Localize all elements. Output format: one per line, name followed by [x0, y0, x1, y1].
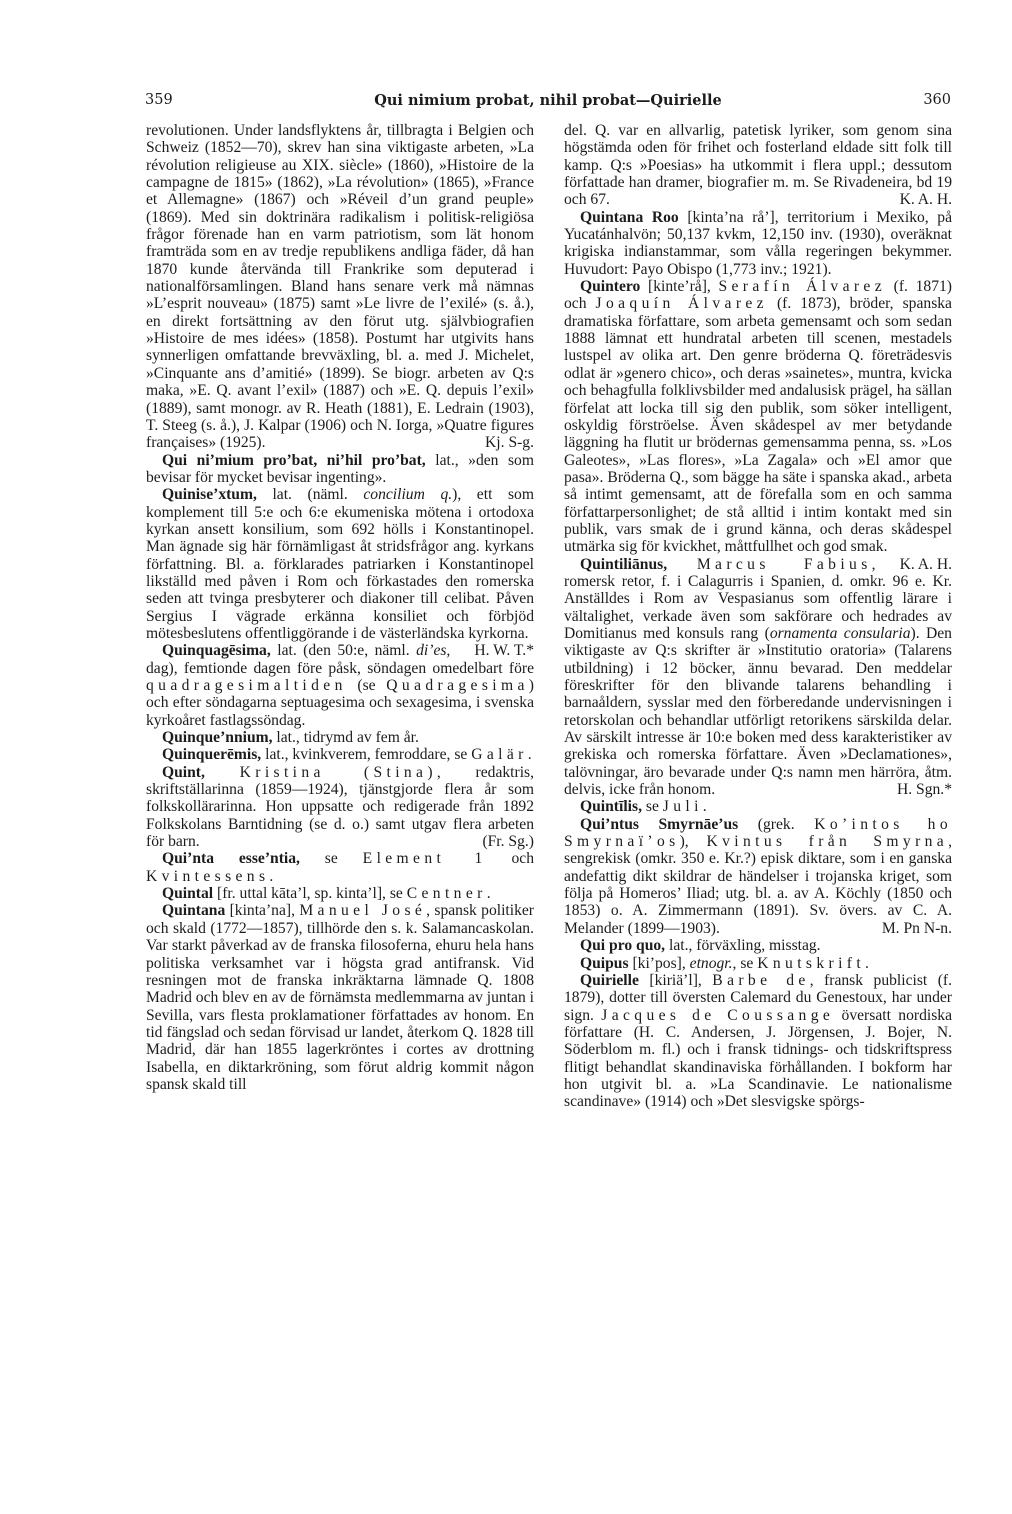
entry-quinqueremis: Quinquerēmis, lat., kvinkverem, femroddare, se Galär.: [162, 746, 532, 764]
entry-quintero: Quintero [kinte’rå], Serafín Álvarez (f. 1871) och Joaquín Álvarez (f. 1873), bröder, spanska dramatiska författare, som arbeta gemensamt och som sedan 1888 lämnat ett hundratal arbeten till scenen, mestadels lustspel av olika art. Den genre bröderna Q. företrädesvis odlat är »genero chico», och deras »sainetes», muntra, kvicka och behagfulla folklivsbilder med andalusisk prägel, ha sällan förfelat att locka till sig den publik, som söker intelligent, oskyldig förströelse. Även skådespel av mer betydande läggning ha flutit ur brödernas gemensamma penna, ss. »Los Galeotes», »Las flores», »La Zagala» och »El amor que pasa». Bröderna Q., som bägge ha säte i spanska akad., arbeta så intimt gemensamt, att de förefalla som en och samma författarpersonlighet; de stå alltid i intim kontakt med sin publik, vars smak de i grund känna, och deras skådespel utmärka sig för kvickhet, måttfullhet och god smak. K. A. H.: [564, 278, 952, 573]
author-signature: M. Pn N-n.: [881, 919, 952, 937]
entry-headword: Quirielle: [580, 971, 639, 989]
entry-quintal: Quintal [fr. uttal kāta’l, sp. kinta’l], se Centner.: [162, 885, 491, 903]
running-head: Qui nimium probat, nihil probat—Quirielle: [374, 92, 722, 109]
entry-headword: Quipus: [580, 954, 629, 972]
entry-headword: Quintal: [162, 885, 214, 903]
entry-headword: Qui’nta esse’ntia,: [162, 850, 300, 868]
entry-quinisextum: Quinise’xtum, lat. (näml. concilium q.), ett som komplement till 5:e och 6:e ekumeniska mötena i ortodoxa kyrkan ansett konsilium, som 692 hölls i Konstantinopel. Man ägnade sig här förnämligast åt stridsfrågor ang. kyrkans författning. Bl. a. förklarades patriarken i Konstantinopel likställd med påven i Rom och förkastades den romerska seden att tvinga presbyterer och diakoner till celibat. Påven Sergius I vägrade erkänna konsiliet och förbjöd mötesbeslutens offentliggörande i de västerländska kyrkorna. H. W. T.*: [146, 486, 534, 660]
entry-headword: Quinise’xtum,: [162, 486, 257, 504]
page-number-right: 360: [923, 92, 951, 108]
entry-headword: Quinquagēsima,: [162, 642, 271, 660]
author-signature: Kj. S-g.: [485, 434, 534, 452]
entry-headword: Quint,: [162, 763, 205, 781]
entry-headword: Quintana: [162, 902, 226, 920]
entry-quinta-essentia: Qui’nta esse’ntia, se Element 1 och Kvintessens.: [146, 850, 534, 885]
entry-quirielle: Quirielle [kiriä’l], Barbe de, fransk publicist (f. 1879), dotter till översten Calemard du Genestoux, har under sign. Jacques de Coussange översatt nordiska författare (H. C. Andersen, J. Jörgensen, J. Bojer, N. Söderblom m. fl.) och i fransk tidnings- och tidskriftspress flitigt behandlat skandinaviska förhållanden. I bokform har hon utgivit bl. a. »La Scandinavie. Le nationalisme scandinave» (1914) och »Det slesvigske spörgs-: [564, 971, 953, 1111]
entry-headword: Quintero: [580, 278, 641, 296]
author-signature: H. W. T.*: [474, 642, 534, 660]
entry-qui-pro-quo: Qui pro quo, lat., förväxling, misstag.: [580, 937, 821, 955]
entry-headword: Quintīlis,: [580, 798, 642, 816]
entry-quint: Quint, Kristina (Stina), redaktris, skriftställarinna (1859—1924), tjänstgjorde flera år som folkskollärarinna. Hon uppsatte och redigerade från 1892 Folkskolans Barntidning (se d. o.) samt utgav flera arbeten för barn. (Fr. Sg.): [146, 763, 534, 851]
entry-headword: Quinque’nnium,: [162, 729, 273, 747]
entry-headword: Qui pro quo,: [580, 937, 666, 955]
entry-quinet-continuation: revolutionen. Under landsflyktens år, tillbragta i Belgien och Schweiz (1852—70), skrev han sina viktigaste arbeten, »La révolution religieuse au XIX. siècle» (1860), »Histoire de la campagne de 1815» (1862), »La révolution» (1865), »France et Allemagne» (1867) och »Réveil d’un grand peuple» (1869). Med sin doktrinära radikalism i politisk-religiösa frågor förenade han en varm patriotism, som lät honom framträda som en av tredje republikens andliga fäder, då han 1870 kunde återvända till Frankrike som deputerad i nationalförsamlingen. Bland hans senare verk må nämnas »L’esprit nouveau» (1875) samt »Le livre de l’exilé» (s. å.), en direkt fortsättning av den förut utg. självbiografien »Histoire de mes idées» (1858). Postumt har utgivits hans synnerligen omfattande brevväxling, bl. a. med J. Michelet, »Cinquante ans d’amitié» (1899). Se biogr. arbeten av Q:s maka, »E. Q. avant l’exil» (1887) och »E. Q. depuis l’exil» (1889), samt monogr. av R. Heath (1881), E. Ledrain (1903), T. Steeg (s. å.), J. Kalpar (1906) och N. Iorga, »Quatre figures françaises» (1925). Kj. S-g.: [146, 122, 534, 452]
entry-quinquennium: Quinque’nnium, lat., tidrymd av fem år.: [162, 729, 419, 747]
page-header: [145, 92, 951, 114]
author-signature: K. A. H.: [899, 555, 952, 573]
entry-quinquagesima: Quinquagēsima, lat. (den 50:e, näml. di’es, dag), femtionde dagen före påsk, söndagen omedelbart före quadragesimaltiden (se Quadragesima) och efter söndagarna septuagesima och sexagesima, i svenska kyrkoåret fastlagssöndag.: [146, 642, 534, 729]
entry-quintana: Quintana [kinta’na], Manuel José, spansk politiker och skald (1772—1857), tillhörde den s. k. Salamancaskolan. Var starkt påverkad av de franska filosoferna, ehuru hela hans politiska verksamhet var i högsta grad antifransk. Vid resningen mot de franska inkräktarna lämnade Q. 1808 Madrid och blev en av de förnämsta medlemmarna av juntan i Sevilla, vars flesta proklamationer författades av honom. En tid fängslad och sedan förvisad ur landet, återkom Q. 1828 till Madrid, där han 1855 lagerkröntes i cortes av drottning Isabella, en diktarkröning, som förut aldrig kommit någon spansk skald till: [146, 902, 534, 1093]
entry-quintilis: Quintīlis, se Juli.: [580, 798, 707, 816]
entry-headword: Quinquerēmis,: [162, 746, 262, 764]
entry-quintana-continuation: del. Q. var en allvarlig, patetisk lyriker, som genom sina högstämda oden för frihet och fosterland eldade sitt folk till kamp. Q:s »Poesias» ha utkommit i flera uppl.; dessutom författade han dramer, biografier m. m. Se Rivadeneira, bd 19 och 67. K. A. H.: [564, 122, 952, 209]
author-signature: H. Sgn.*: [896, 781, 952, 799]
entry-quintus-smyrnaeus: Qui’ntus Smyrnāe’us (grek. Ko’intos ho Smyrnaï’os), Kvintus från Smyrna, sengrekisk (omkr. 350 e. Kr.?) episk diktare, som i en ganska andefattig dikt skildrar de händelser i trojanska kriget, som följa på Homeros’ Iliad; utg. bl. a. av A. Köchly (1850 och 1853) o. A. Zimmermann (1891). Sv. övers. av C. A. Melander (1899—1903). M. Pn N-n.: [564, 815, 952, 937]
entry-quipus: Quipus [ki’pos], etnogr., se Knutskrift.: [580, 954, 869, 972]
entry-qui-nimium: Qui ni’mium pro’bat, ni’hil pro’bat, lat., »den som bevisar för mycket bevisar ingenting».: [146, 451, 534, 486]
entry-headword: Quintiliānus,: [580, 555, 668, 573]
author-signature: K. A. H.: [899, 191, 952, 209]
left-column: [146, 122, 534, 1093]
entry-headword: Qui ni’mium pro’bat, ni’hil pro’bat,: [162, 451, 426, 469]
right-column: [564, 122, 952, 1111]
entry-headword: Qui’ntus Smyrnāe’us: [580, 815, 739, 833]
page-number-left: 359: [145, 92, 173, 108]
author-signature: (Fr. Sg.): [482, 833, 534, 851]
entry-quintana-roo: Quintana Roo [kinta’na rå’], territorium i Mexiko, på Yucatánhalvön; 50,137 kvkm, 12,150 inv. (1930), overäknat krigiska indianstammar, som vålla regeringen bekymmer. Huvudort: Payo Obispo (1,773 inv.; 1921).: [564, 208, 952, 278]
entry-quintilianus: Quintiliānus, Marcus Fabius, romersk retor, f. i Calagurris i Spanien, d. omkr. 96 e. Kr. Anställdes i Rom av Vespasianus som offentlig lärare i vältalighet, verkade även som sakförare och hedrades av Domitianus med konsuls rang (ornamenta consularia). Den viktigaste av Q:s skrifter är »Institutio oratoria» (Talarens utbildning) i 12 böcker, ännu bevarad. Den meddelar föreskrifter för den blivande talarens behandling i barnaåldern, sysslar med den förberedande undervisningen i retorskolan och behandlar utförligt retorikens särskilda delar. Av särskilt intresse är 10:e boken med dess karakteristiker av grekiska och romerska författare. Även »Declamationes», talövningar, äro bevarade under Q:s namn men härröra, åtm. delvis, icke från honom. H. Sgn.*: [564, 555, 952, 799]
entry-headword: Quintana Roo: [580, 208, 679, 226]
